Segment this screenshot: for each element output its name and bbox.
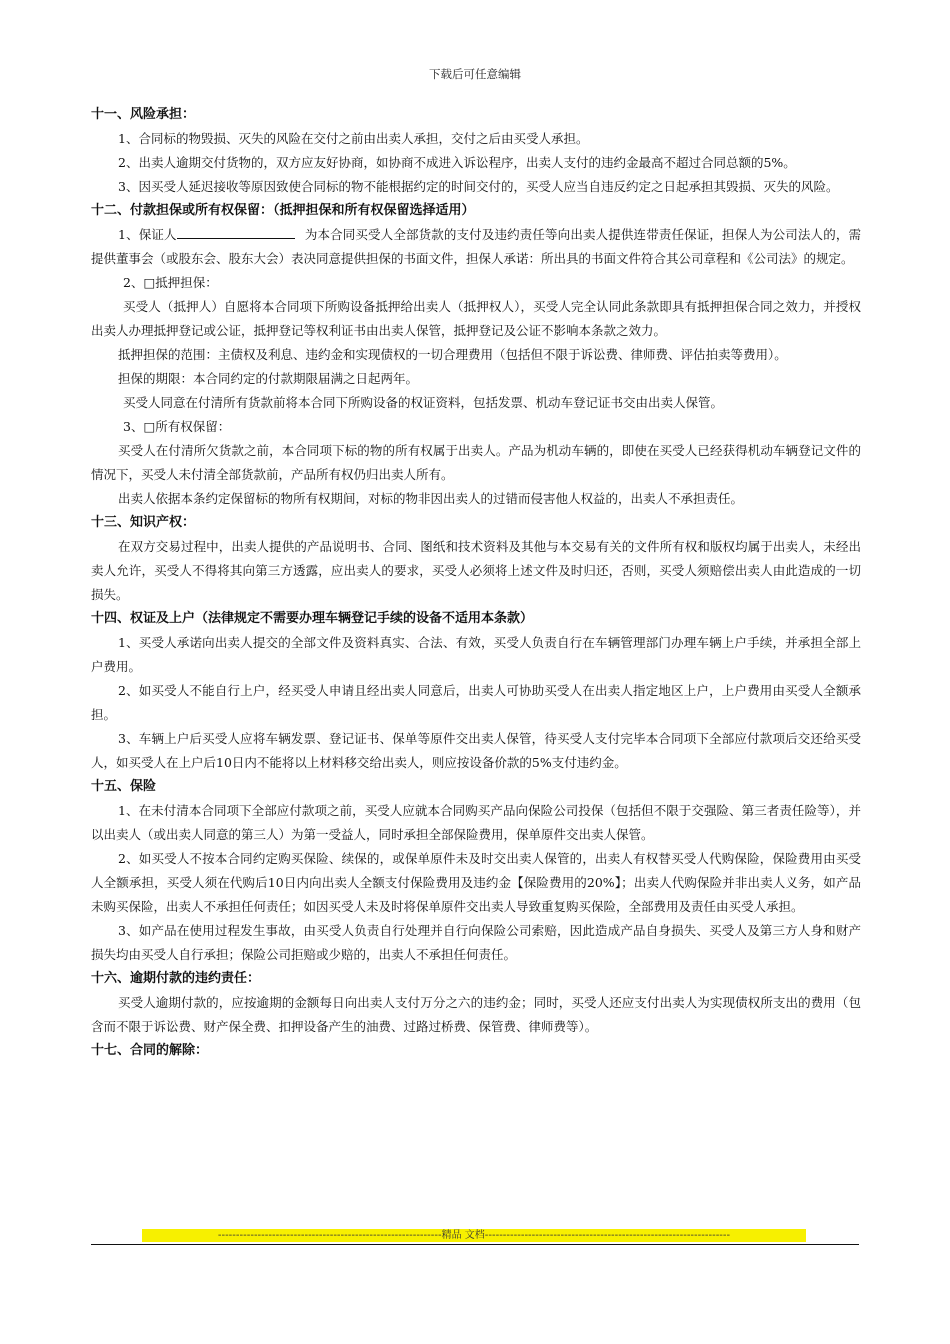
paragraph: 2、出卖人逾期交付货物的，双方应友好协商，如协商不成进入诉讼程序，出卖人支付的违约金最高不超过合同总额的5%。 <box>118 155 796 170</box>
paragraph: 1、在未付清本合同项下全部应付款项之前，买受人应就本合同购买产品向保险公司投保（包括但不限于交强险、第三者责任险等），并以出卖人（或出卖人同意的第三人）为第一受益人，同时承担全部保险费用，保单原件交出卖人保管。 <box>91 803 861 842</box>
paragraph: 3、因买受人延迟接收等原因致使合同标的物不能根据约定的时间交付的，买受人应当自违反约定之日起承担其毁损、灭失的风险。 <box>118 179 839 194</box>
paragraph: 2、□抵押担保： <box>123 275 218 290</box>
guarantor-blank-line <box>177 224 295 239</box>
paragraph: 买受人（抵押人）自愿将本合同项下所购设备抵押给出卖人（抵押权人），买受人完全认同此条款即具有抵押担保合同之效力，并授权出卖人办理抵押登记或公证，抵押登记等权利证书由出卖人保管，抵押登记及公证不影响本条款之效力。 <box>91 299 861 338</box>
section-heading: 十三、知识产权： <box>91 515 196 530</box>
section-heading: 十二、付款担保或所有权保留：（抵押担保和所有权保留选择适用） <box>91 203 475 218</box>
section-heading: 十四、权证及上户（法律规定不需要办理车辆登记手续的设备不适用本条款） <box>91 611 534 626</box>
footer-divider <box>91 1244 859 1245</box>
section-heading: 十六、逾期付款的违约责任： <box>91 971 261 986</box>
paragraph: 3、□所有权保留： <box>123 419 231 434</box>
page-header: 下载后可任意编辑 <box>429 67 521 81</box>
paragraph: 抵押担保的范围：主债权及利息、违约金和实现债权的一切合理费用（包括但不限于诉讼费、律师费、评估拍卖等费用）。 <box>118 347 787 362</box>
paragraph: 担保的期限：本合同约定的付款期限届满之日起两年。 <box>118 371 419 386</box>
section-heading: 十五、保险 <box>91 779 157 794</box>
section-heading: 十一、风险承担： <box>91 107 196 122</box>
footer-banner: --------------------------------------------------------------精品 文档-------------------------------------------------------------------- <box>142 1229 806 1242</box>
paragraph: 在双方交易过程中，出卖人提供的产品说明书、合同、图纸和技术资料及其他与本交易有关的文件所有权和版权均属于出卖人，未经出卖人允许，买受人不得将其向第三方透露，应出卖人的要求，买受人必须将上述文件及时归还，否则，买受人须赔偿出卖人由此造成的一切损失。 <box>91 539 861 602</box>
guarantor-label: 1、保证人 <box>118 227 177 242</box>
paragraph <box>91 223 861 271</box>
paragraph: 3、如产品在使用过程发生事故，由买受人负责自行处理并自行向保险公司索赔，因此造成产品自身损失、买受人及第三方人身和财产损失均由买受人自行承担；保险公司拒赔或少赔的，出卖人不承担任何责任。 <box>91 923 861 962</box>
paragraph-text: 为本合同买受人全部货款的支付及违约责任等向出卖人提供连带责任保证，担保人为公司法人的，需提供董事会（或股东会、股东大会）表决同意提供担保的书面文件，担保人承诺：所出具的书面文件符合其公司章程和《公司法》的规定。 <box>91 227 861 266</box>
paragraph: 2、如买受人不能自行上户，经买受人申请且经出卖人同意后，出卖人可协助买受人在出卖人指定地区上户，上户费用由买受人全额承担。 <box>91 683 861 722</box>
paragraph: 3、车辆上户后买受人应将车辆发票、登记证书、保单等原件交出卖人保管，待买受人支付完毕本合同项下全部应付款项后交还给买受人，如买受人在上户后10日内不能将以上材料移交给出卖人，则应按设备价款的5%支付违约金。 <box>91 731 861 770</box>
section-heading: 十七、合同的解除： <box>91 1043 209 1058</box>
paragraph: 买受人逾期付款的，应按逾期的金额每日向出卖人支付万分之六的违约金；同时，买受人还应支付出卖人为实现债权所支出的费用（包含而不限于诉讼费、财产保全费、扣押设备产生的油费、过路过桥费、保管费、律师费等）。 <box>91 995 861 1034</box>
document-body <box>91 103 861 1063</box>
paragraph: 出卖人依据本条约定保留标的物所有权期间，对标的物非因出卖人的过错而侵害他人权益的，出卖人不承担责任。 <box>118 491 744 506</box>
paragraph: 买受人在付清所欠货款之前，本合同项下标的物的所有权属于出卖人。产品为机动车辆的，即使在买受人已经获得机动车辆登记文件的情况下，买受人未付清全部货款前，产品所有权仍归出卖人所有。 <box>91 443 861 482</box>
paragraph: 1、合同标的物毁损、灭失的风险在交付之前由出卖人承担，交付之后由买受人承担。 <box>118 131 589 146</box>
paragraph: 买受人同意在付清所有货款前将本合同下所购设备的权证资料，包括发票、机动车登记证书交由出卖人保管。 <box>123 395 724 410</box>
paragraph: 2、如买受人不按本合同约定购买保险、续保的，或保单原件未及时交出卖人保管的，出卖人有权替买受人代购保险，保险费用由买受人全额承担，买受人须在代购后10日内向出卖人全额支付保险费用及违约金【保险费用的20%】；出卖人代购保险并非出卖人义务，如产品未购买保险，出卖人不承担任何责任；如因买受人未及时将保单原件交出卖人导致重复购买保险，全部费用及责任由买受人承担。 <box>91 851 861 914</box>
paragraph: 1、买受人承诺向出卖人提交的全部文件及资料真实、合法、有效，买受人负责自行在车辆管理部门办理车辆上户手续，并承担全部上户费用。 <box>91 635 861 674</box>
